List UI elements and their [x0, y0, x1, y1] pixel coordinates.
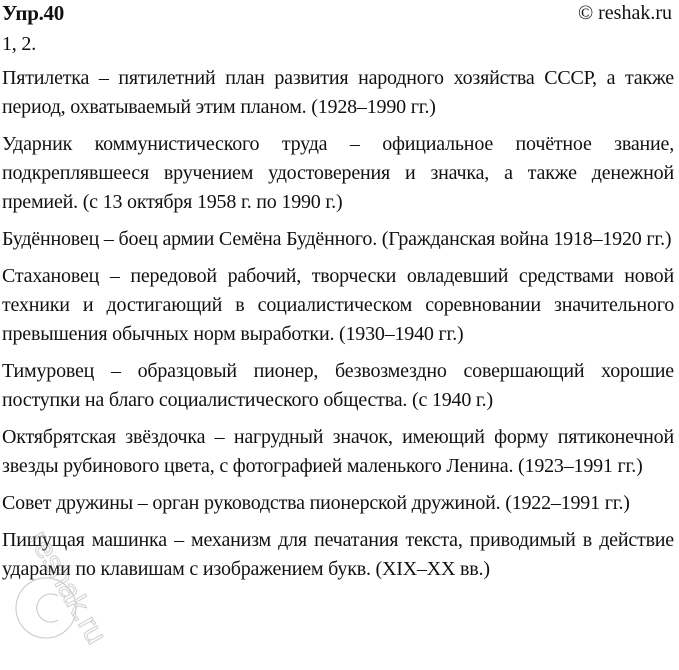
definition-paragraph: Совет дружины – орган руководства пионерской дружиной. (1922–1991 гг.) [2, 492, 630, 514]
definition-paragraph: Будённовец – боец армии Семёна Будённого. (Гражданская война 1918–1920 гг.) [2, 228, 672, 250]
definition-paragraph: Пятилетка – пятилетний план развития народного хозяйства СССР, а также период, охватываемый этим планом. (1928–1990 гг.) [2, 67, 674, 118]
definition-paragraph: Октябрятская звёздочка – нагрудный значок, имеющий форму пятиконечной звезды рубинового цвета, с фотографией маленького Ленина. (1923–1991 гг.) [2, 426, 674, 477]
document-body [2, 30, 674, 592]
definition-paragraph: Стахановец – передовой рабочий, творчески овладевший средствами новой техники и достигающий в социалистическом соревновании значительного превышения обычных норм выработки. (1930–1940 гг.) [2, 265, 674, 345]
page-header [0, 0, 679, 30]
copyright-notice: © reshak.ru [577, 2, 672, 24]
exercise-title: Упр.40 [2, 1, 64, 25]
definition-paragraph: Ударник коммунистического труда – официальное почётное звание, подкреплявшееся вручением удостоверения и значка, а также денежной премией. (с 13 октября 1958 г. по 1990 г.) [2, 133, 674, 213]
definition-paragraph: Пишущая машинка – механизм для печатания текста, приводимый в действие ударами по клавишам с изображением букв. (XIX–XX вв.) [2, 529, 674, 580]
watermark-text: reshak.ru [21, 525, 114, 650]
definition-paragraph: Тимуровец – образцовый пионер, безвозмездно совершающий хорошие поступки на благо социалистического общества. (с 1940 г.) [2, 360, 674, 411]
task-numbers: 1, 2. [2, 33, 37, 55]
